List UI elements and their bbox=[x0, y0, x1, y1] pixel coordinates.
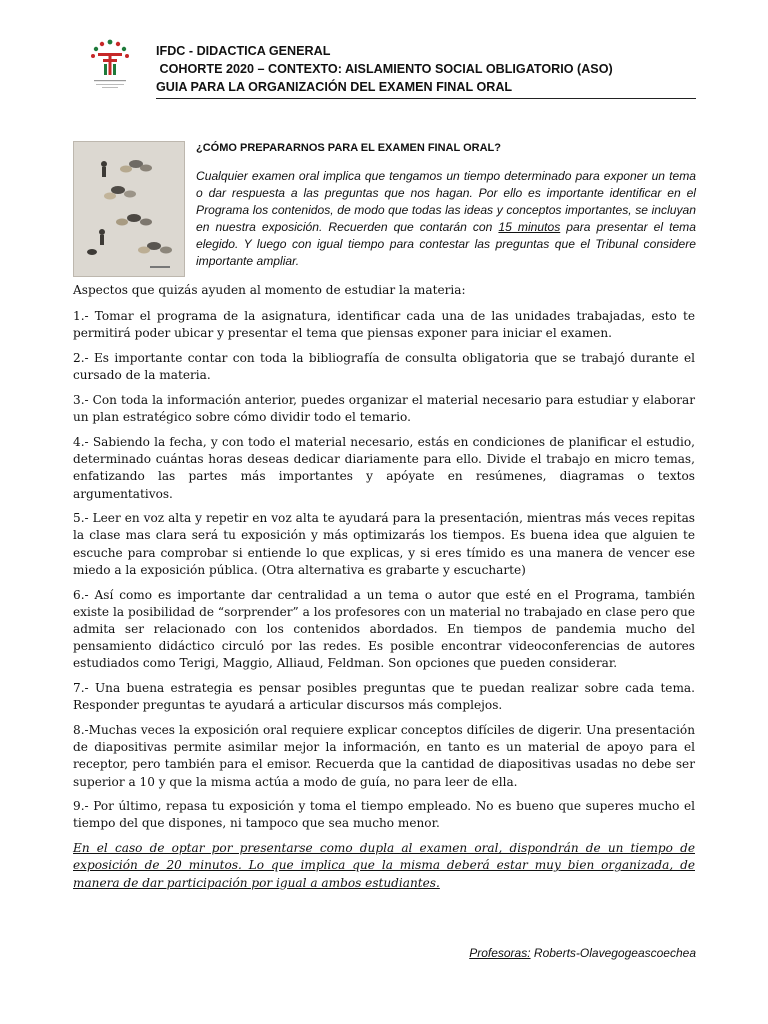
signature-names: Roberts-Olavegogeascoechea bbox=[530, 946, 696, 960]
closing-note: En el caso de optar por presentarse como dupla al examen oral, dispondrán de un tiempo de exposición de 20 minutos. Lo que implica que la misma deberá estar muy bien organizada, de manera de dar participación por igual a ambos estudiantes. bbox=[73, 841, 695, 890]
section-title: ¿CÓMO PREPARARNOS PARA EL EXAMEN FINAL ORAL? bbox=[196, 142, 501, 154]
list-item: 6.- Así como es importante dar centralidad a un tema o autor que esté en el Programa, también existe la posibilidad de “sorprender” a los profesores con un material no trabajado en clase pero que admita ser relacionado con los contenidos abordados. En tiempos de pandemia mucho del pensamiento didáctico circuló por las redes. Es posible encontrar videoconferencias de autores estudiados como Terigi, Maggio, Alliaud, Feldman. Son opciones que pueden considerar. bbox=[73, 587, 695, 671]
list-item: 5.- Leer en voz alta y repetir en voz alta te ayudará para la presentación, mientras más veces repitas la clase mas clara será tu exposición y más optimizarás los tiempos. Es buena idea que alguien te escuche para comprobar si entiende lo que explicas, y si eres tímido es una manera de vencer ese miedo a la exposición pública. (Otra alternativa es grabarte y escucharte) bbox=[73, 511, 695, 577]
list-item: 7.- Una buena estrategia es pensar posibles preguntas que te puedan realizar sobre cada tema. Responder preguntas te ayudará a articular discursos más complejos. bbox=[73, 681, 695, 713]
intro-underlined-duration: 15 minutos bbox=[498, 220, 561, 234]
institution-logo-icon bbox=[86, 36, 134, 92]
intro-paragraph bbox=[196, 168, 696, 270]
header-line-1: IFDC - DIDACTICA GENERAL bbox=[156, 44, 331, 58]
signature bbox=[469, 946, 696, 960]
list-item: 8.-Muchas veces la exposición oral requiere explicar conceptos difíciles de digerir. Una presentación de diapositivas permite asimilar mejor la información, en tanto es un material de apoyo para el receptor, pero también para el emisor. Recuerda que la cantidad de diapositivas usadas no debe ser superior a 10 y que la misma actúa a modo de guía, no para leer de ella. bbox=[73, 722, 695, 789]
document-body bbox=[73, 282, 695, 899]
header-line-3: GUIA PARA LA ORGANIZACIÓN DEL EXAMEN FINAL ORAL bbox=[156, 80, 513, 94]
header-divider bbox=[156, 98, 696, 99]
aspects-heading: Aspectos que quizás ayuden al momento de estudiar la materia: bbox=[73, 283, 466, 297]
intro-text-after: para presentar el tema elegido. Y luego con igual tiempo para contestar las preguntas que el Tribunal considere importante ampliar. bbox=[196, 220, 696, 268]
header-line-2: COHORTE 2020 – CONTEXTO: AISLAMIENTO SOCIAL OBLIGATORIO (ASO) bbox=[156, 62, 613, 76]
intro-text-before: Cualquier examen oral implica que tengamos un tiempo determinado para exponer un tema o dar respuesta a las preguntas que nos hagan. Por ello es importante identificar en el Programa los contenidos, de modo que todas las ideas y conceptos importantes, se incluyan en nuestra exposición. Recuerden que contarán con bbox=[196, 169, 696, 234]
stones-stairs-illustration bbox=[73, 141, 185, 277]
list-item: 3.- Con toda la información anterior, puedes organizar el material necesario para estudiar y elaborar un plan estratégico sobre cómo dividir todo el temario. bbox=[73, 393, 695, 425]
document-header bbox=[156, 42, 696, 96]
signature-label: Profesoras: bbox=[469, 946, 531, 960]
list-item: 2.- Es importante contar con toda la bibliografía de consulta obligatoria que se trabajó durante el cursado de la materia. bbox=[73, 351, 695, 383]
list-item: 1.- Tomar el programa de la asignatura, identificar cada una de las unidades trabajadas, esto te permitirá poder ubicar y presentar el tema que piensas exponer para iniciar el examen. bbox=[73, 309, 695, 341]
list-item: 9.- Por último, repasa tu exposición y toma el tiempo empleado. No es bueno que superes mucho el tiempo del que dispones, ni tampoco que sea mucho menor. bbox=[73, 799, 695, 831]
list-item: 4.- Sabiendo la fecha, y con todo el material necesario, estás en condiciones de planificar el estudio, determinado cuántas horas deseas dedicar diariamente para ello. Divide el trabajo en micro temas, enfatizando las partes más importantes y apóyate en resúmenes, diagramas o textos argumentativos. bbox=[73, 434, 695, 501]
